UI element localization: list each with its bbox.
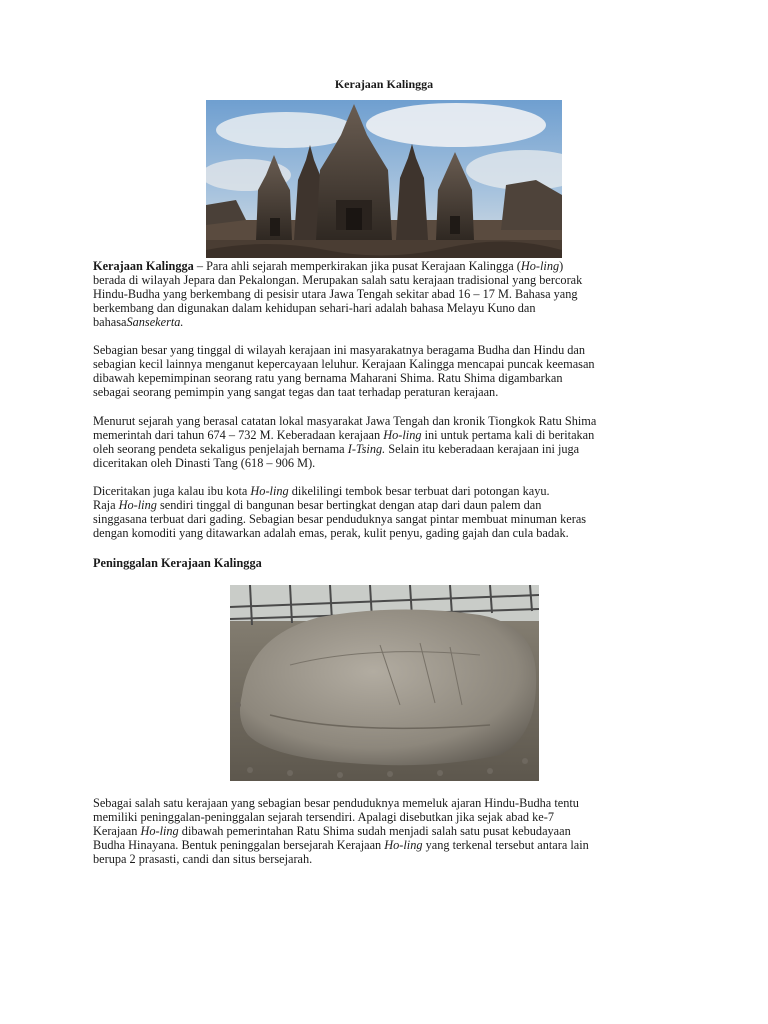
religion-paragraph: Sebagian besar yang tinggal di wilayah kerajaan ini masyarakatnya beragama Budha dan Hindu dan sebagian kecil lainnya menganut kepercayaan leluhur. Kerajaan Kalingga mencapai puncak keemasan dibawah kepemimpinan seorang ratu yang bernama Maharani Shima. Ratu Shima digambarkan sebagai seorang pemimpin yang sangat tegas dan taat terhadap peraturan kerajaan. [93,343,595,399]
history-paragraph: Menurut sejarah yang berasal catatan lokal masyarakat Jawa Tengah dan kronik Tiongkok Ratu Shima memerintah dari tahun 674 – 732 M. Keberadaan kerajaan Ho-ling ini untuk pertama kali di beritakan oleh seorang pendeta sekaligus penjelajah bernama I-Tsing. Selain itu keberadaan kerajaan ini juga diceritakan oleh Dinasti Tang (618 – 906 M). [93,414,597,470]
section-heading: Peninggalan Kerajaan Kalingga [93,556,262,570]
temple-photo [206,100,562,258]
intro-paragraph: Kerajaan Kalingga – Para ahli sejarah memperkirakan jika pusat Kerajaan Kalingga (Ho-ling) berada di wilayah Jepara dan Pekalongan. Merupakan salah satu kerajaan tradisional yang bercorak Hindu-Budha yang berkembang di pesisir utara Jawa Tengah sekitar abad 16 – 17 M. Bahasa yang berkembang dan digunakan dalam kehidupan sehari-hari adalah bahasa Melayu Kuno dan bahasaSansekerta. [93,259,583,329]
heritage-paragraph: Sebagai salah satu kerajaan yang sebagian besar penduduknya memeluk ajaran Hindu-Budha tentu memiliki peninggalan-peninggalan sejarah tersendiri. Apalagi disebutkan jika sejak abad ke-7 Kerajaan Ho-ling dibawah pemerintahan Ratu Shima sudah menjadi salah satu pusat kebudayaan Budha Hinayana. Bentuk peninggalan bersejarah Kerajaan Ho-ling yang terkenal tersebut antara lain berupa 2 prasasti, candi dan situs bersejarah. [93,796,589,866]
page-title: Kerajaan Kalingga [334,77,434,91]
inscription-stone-photo [230,585,539,781]
intro-lead: Kerajaan Kalingga [93,259,194,273]
capital-paragraph: Diceritakan juga kalau ibu kota Ho-ling dikelilingi tembok besar terbuat dari potongan kayu. Raja Ho-ling sendiri tinggal di bangunan besar bertingkat dengan atap dari daun palem dan singgasana terbuat dari gading. Sebagian besar penduduknya sangat pintar membuat minuman keras dengan komoditi yang ditawarkan adalah emas, perak, kulit penyu, gading gajah dan cula badak. [93,484,587,540]
